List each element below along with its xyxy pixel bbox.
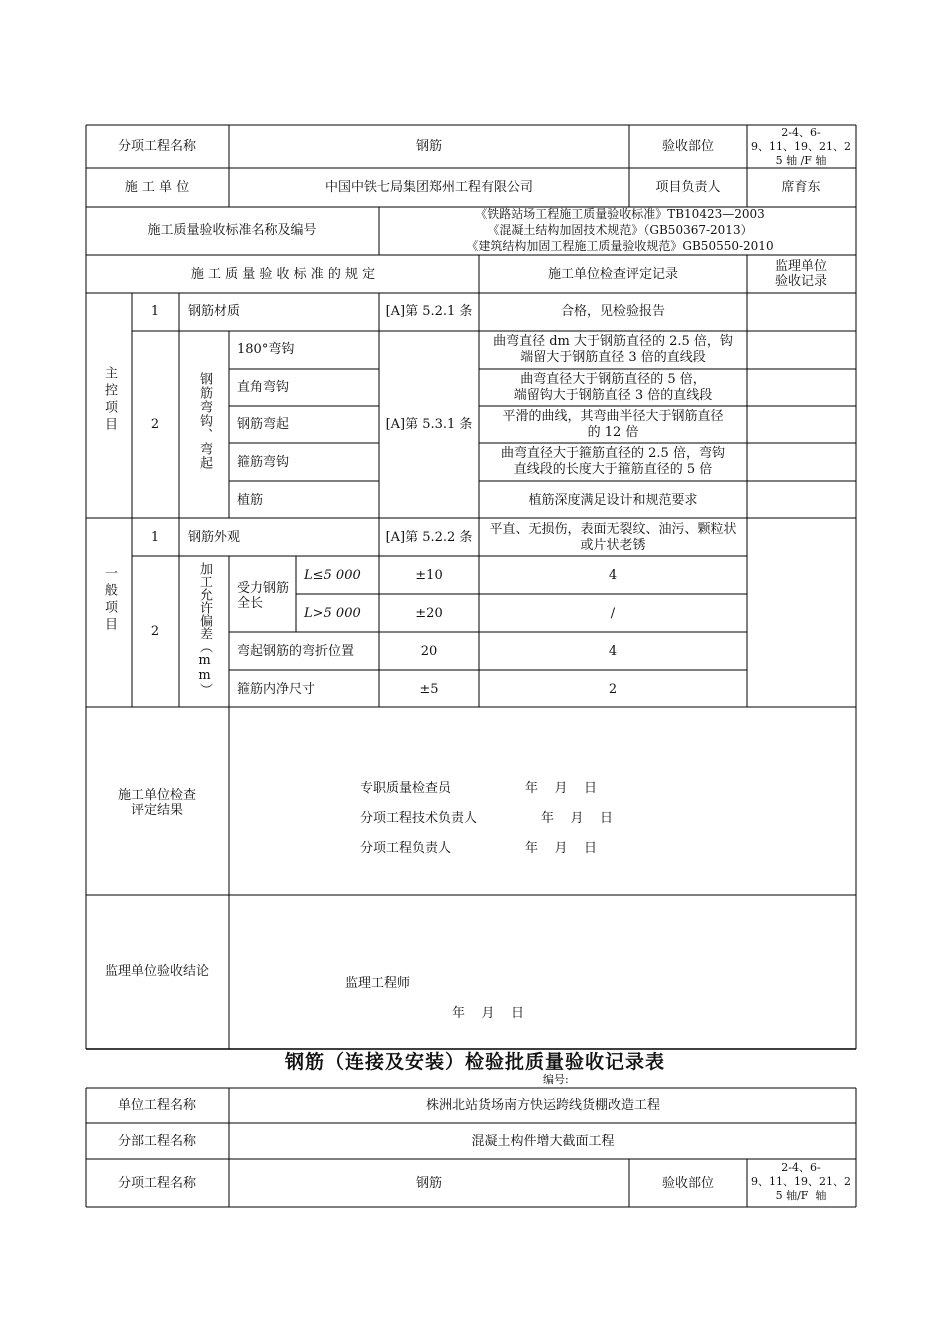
general-item-1-no: 1	[150, 530, 160, 545]
technical-lead-role: 分项工程技术负责人	[360, 811, 478, 826]
stirrup-hook-record-line-2: 直线段的长度大于箍筋直径的 5 倍	[513, 462, 713, 477]
bend-position-record: 4	[608, 644, 618, 659]
main-item-1-record: 合格，见检验报告	[560, 304, 666, 319]
length-gt-5000-name: L>5 000	[304, 606, 361, 621]
serial-number-label: 编号:	[543, 1073, 569, 1086]
supervisor-conclusion-label: 监理单位验收结论	[104, 964, 210, 979]
constructor-label: 施 工 单 位	[124, 180, 190, 195]
check-record-header: 施工单位检查评定记录	[547, 267, 679, 282]
bend-position-tolerance: 20	[420, 644, 438, 659]
supervisor-record-header-line-2: 验收记录	[774, 274, 828, 289]
stirrup-hook-name: 箍筋弯钩	[237, 455, 290, 470]
project-manager-value: 席育东	[781, 180, 821, 195]
general-item-1-record-line-1: 平直、无损伤，表面无裂纹、油污、颗粒状	[489, 522, 737, 537]
hook-180-record-line-1: 曲弯直径 dm 大于钢筋直径的 2.5 倍，钩	[493, 334, 733, 349]
main-control-label: 主控项目	[102, 366, 117, 434]
lower-subproject-value: 钢筋	[415, 1176, 443, 1191]
lower-location-line-3: 5 轴/F 轴	[775, 1189, 827, 1202]
constructor-conclusion-label-line-1: 施工单位检查	[117, 788, 197, 803]
main-item-1-name: 钢筋材质	[188, 304, 241, 319]
main-item-1-clause: [A]第 5.2.1 条	[385, 304, 473, 319]
acceptance-location-line-3: 5 轴 /F 轴	[775, 154, 827, 167]
length-gt-5000-record: /	[610, 606, 616, 621]
hook-right-angle-record-line-2: 端留钩大于钢筋直径 3 倍的直线段	[513, 388, 713, 403]
subproject-name-value: 钢筋	[415, 139, 443, 154]
main-item-2-no: 2	[150, 417, 160, 432]
stirrup-inner-size-name: 箍筋内净尺寸	[237, 682, 316, 697]
hook-right-angle-record-line-1: 曲弯直径大于钢筋直径的 5 倍，	[520, 372, 706, 387]
standard-line-1: 《铁路站场工程施工质量验收标准》TB10423—2003	[475, 207, 765, 221]
constructor-value: 中国中铁七局集团郑州工程有限公司	[324, 180, 534, 195]
length-le-5000-name: L≤5 000	[304, 568, 361, 583]
stirrup-hook-record-line-1: 曲弯直径大于箍筋直径的 2.5 倍，弯钩	[501, 446, 725, 461]
bent-up-bar-name: 钢筋弯起	[237, 417, 290, 432]
stirrup-inner-size-record: 2	[608, 682, 618, 697]
subproject-lead-date: 年 月 日	[525, 841, 598, 856]
acceptance-location-label: 验收部位	[661, 139, 715, 154]
technical-lead-date: 年 月 日	[541, 811, 614, 826]
bent-up-bar-record-line-2: 的 12 倍	[587, 425, 639, 440]
hook-180-name: 180°弯钩	[237, 342, 295, 357]
supervisor-record-header-line-1: 监理单位	[774, 259, 828, 274]
unit-project-value: 株洲北站货场南方快运跨线货棚改造工程	[425, 1098, 661, 1113]
lower-location-line-2: 9、11、19、21、2	[751, 1175, 851, 1188]
general-item-1-record-line-2: 或片状老锈	[580, 538, 646, 553]
general-item-2-no: 2	[150, 624, 160, 639]
general-item-1-name: 钢筋外观	[188, 530, 241, 545]
standard-label: 施工质量验收标准名称及编号	[147, 223, 317, 238]
quality-inspector-role: 专职质量检查员	[360, 781, 452, 796]
hook-180-record-line-2: 端留大于钢筋直径 3 倍的直线段	[520, 350, 706, 365]
main-item-1-no: 1	[150, 304, 160, 319]
main-item-2-clause: [A]第 5.3.1 条	[385, 417, 473, 432]
length-le-5000-record: 4	[608, 568, 618, 583]
full-length-label: 受力钢筋全长	[237, 581, 290, 611]
division-project-value: 混凝土构件增大截面工程	[471, 1134, 615, 1149]
unit-project-label: 单位工程名称	[117, 1098, 197, 1113]
lower-location-line-1: 2-4、6-	[781, 1161, 821, 1174]
supervisor-date: 年 月 日	[452, 1006, 525, 1021]
rules-header: 施 工 质 量 验 收 标 准 的 规 定	[190, 267, 376, 282]
bent-up-bar-record-line-1: 平滑的曲线，其弯曲半径大于钢筋直径	[502, 409, 724, 424]
main-item-2-group-label: 钢筋弯钩、弯起	[197, 372, 212, 470]
supervising-engineer-label: 监理工程师	[345, 976, 411, 991]
project-manager-label: 项目负责人	[655, 180, 721, 195]
lower-location-label: 验收部位	[661, 1176, 715, 1191]
quality-inspector-date: 年 月 日	[525, 781, 598, 796]
planted-bar-record: 植筋深度满足设计和规范要求	[528, 493, 698, 508]
tolerance-group-label: 加工允许偏差（mm）	[197, 562, 212, 696]
hook-right-angle-name: 直角弯钩	[237, 380, 290, 395]
length-gt-5000-tolerance: ±20	[415, 606, 443, 621]
subproject-name-label: 分项工程名称	[117, 139, 197, 154]
acceptance-location-line-2: 9、11、19、21、2	[751, 140, 851, 153]
bend-position-name: 弯起钢筋的弯折位置	[237, 644, 355, 659]
length-le-5000-tolerance: ±10	[415, 568, 443, 583]
standard-line-2: 《混凝土结构加固技术规范》（GB50367-2013）	[487, 223, 753, 237]
lower-subproject-label: 分项工程名称	[117, 1176, 197, 1191]
standard-line-3: 《建筑结构加固工程施工质量验收规范》GB50550-2010	[466, 239, 774, 253]
planted-bar-name: 植筋	[237, 493, 264, 508]
constructor-conclusion-label-line-2: 评定结果	[130, 803, 184, 818]
division-project-label: 分部工程名称	[117, 1134, 197, 1149]
form-title: 钢筋（连接及安装）检验批质量验收记录表	[284, 1051, 666, 1073]
subproject-lead-role: 分项工程负责人	[360, 841, 452, 856]
stirrup-inner-size-tolerance: ±5	[419, 682, 439, 697]
general-items-label: 一般项目	[102, 566, 117, 634]
general-item-1-clause: [A]第 5.2.2 条	[385, 530, 473, 545]
acceptance-location-line-1: 2-4、6-	[781, 126, 821, 139]
